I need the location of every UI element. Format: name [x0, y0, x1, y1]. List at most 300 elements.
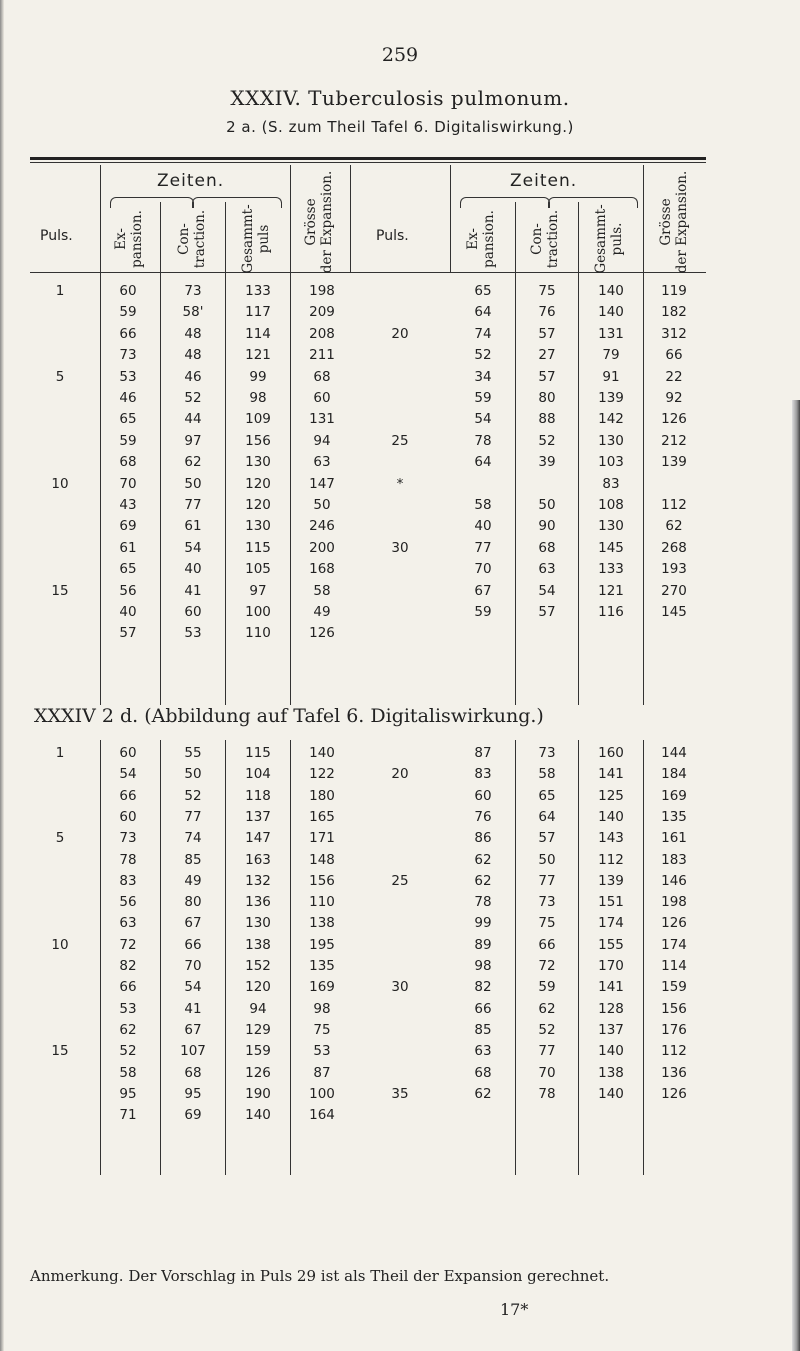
cell-contraction: 49 — [184, 872, 202, 889]
cell-contraction2: 39 — [538, 454, 556, 471]
cell-groesse: 209 — [309, 304, 335, 321]
cell-expansion: 57 — [119, 625, 137, 642]
cell-contraction: 61 — [184, 518, 202, 535]
cell-puls2: 30 — [391, 979, 409, 996]
cell-expansion2: 78 — [474, 894, 492, 911]
cell-contraction2: 58 — [538, 766, 556, 783]
cell-gesammt: 115 — [245, 745, 271, 761]
cell-gesammt2: 160 — [598, 745, 624, 761]
cell-groesse: 180 — [309, 787, 335, 804]
cell-groesse: 208 — [309, 325, 335, 342]
cell-contraction2: 50 — [538, 851, 556, 868]
cell-contraction: 67 — [184, 1021, 202, 1038]
table-row — [0, 369, 800, 391]
cell-groesse2: 119 — [661, 283, 687, 299]
cell-expansion: 53 — [119, 368, 137, 385]
cell-groesse2: 135 — [661, 808, 687, 825]
cell-expansion: 68 — [119, 454, 137, 471]
cell-expansion: 52 — [119, 1043, 137, 1060]
cell-contraction: 77 — [184, 497, 202, 513]
cell-expansion: 69 — [119, 518, 137, 535]
cell-contraction2: 78 — [538, 1085, 556, 1102]
cell-contraction2: 62 — [538, 1000, 556, 1017]
header-zeiten-right: Zeiten. — [510, 171, 578, 191]
table-row — [0, 518, 800, 540]
cell-groesse: 53 — [313, 1043, 331, 1060]
cell-gesammt: 120 — [245, 497, 271, 513]
cell-contraction2: 77 — [538, 1043, 556, 1060]
cell-groesse2: 212 — [661, 432, 687, 449]
cell-groesse: 148 — [309, 851, 335, 868]
cell-expansion: 61 — [119, 539, 137, 556]
cell-contraction: 68 — [184, 1064, 202, 1081]
cell-gesammt2: 79 — [602, 347, 620, 364]
cell-gesammt: 109 — [245, 411, 271, 428]
cell-contraction2: 88 — [538, 411, 556, 428]
cell-groesse: 87 — [313, 1064, 331, 1081]
signature-mark: 17* — [500, 1300, 529, 1319]
cell-gesammt: 156 — [245, 432, 271, 449]
cell-expansion2: 77 — [474, 539, 492, 556]
cell-puls2: 30 — [391, 539, 409, 556]
table-row — [0, 561, 800, 583]
cell-puls2: 20 — [391, 766, 409, 783]
table-row — [0, 745, 800, 767]
page-title: XXXIV. Tuberculosis pulmonum. — [230, 86, 570, 110]
header-expansion-left: Ex- pansion. — [113, 210, 145, 268]
cell-gesammt2: 121 — [598, 582, 624, 599]
cell-puls2: 35 — [391, 1085, 409, 1102]
table-row — [0, 583, 800, 605]
cell-contraction: 62 — [184, 454, 202, 471]
cell-gesammt: 100 — [245, 604, 271, 620]
cell-expansion: 56 — [119, 894, 137, 911]
cell-expansion: 56 — [119, 582, 137, 599]
page-edge-shadow — [0, 0, 4, 1351]
cell-gesammt: 94 — [249, 1000, 267, 1017]
cell-groesse: 147 — [309, 475, 335, 492]
table-row — [0, 347, 800, 369]
table-row — [0, 1001, 800, 1023]
cell-expansion: 78 — [119, 851, 137, 868]
cell-expansion: 73 — [119, 347, 137, 364]
cell-groesse2: 126 — [661, 915, 687, 932]
header-groesse-right: Grösse der Expansion. — [658, 170, 690, 274]
cell-contraction: 48 — [184, 325, 202, 342]
header-groesse-left: Grösse der Expansion. — [303, 170, 335, 274]
cell-gesammt: 130 — [245, 915, 271, 932]
header-gesammt-left: Gesammt- puls — [240, 204, 272, 274]
cell-groesse: 68 — [313, 368, 331, 385]
cell-groesse2: 22 — [665, 368, 683, 385]
table-row — [0, 1086, 800, 1108]
cell-groesse: 131 — [309, 411, 335, 428]
cell-contraction2: 66 — [538, 936, 556, 953]
cell-gesammt2: 140 — [598, 808, 624, 825]
cell-gesammt2: 170 — [598, 958, 624, 974]
cell-groesse: 98 — [313, 1000, 331, 1017]
table-row — [0, 979, 800, 1001]
header-divider — [100, 165, 101, 272]
cell-contraction: 69 — [184, 1107, 202, 1124]
cell-contraction: 95 — [184, 1085, 202, 1102]
cell-gesammt2: 131 — [598, 325, 624, 342]
cell-contraction: 67 — [184, 915, 202, 932]
cell-puls2: 20 — [391, 325, 409, 342]
cell-expansion: 73 — [119, 830, 137, 847]
cell-expansion2: 85 — [474, 1021, 492, 1038]
cell-gesammt2: 138 — [598, 1064, 624, 1081]
cell-gesammt: 190 — [245, 1085, 271, 1102]
cell-groesse2: 145 — [661, 604, 687, 620]
cell-contraction2: 90 — [538, 518, 556, 535]
cell-expansion2: 68 — [474, 1064, 492, 1081]
header-puls-left: Puls. — [40, 228, 73, 244]
cell-groesse: 169 — [309, 979, 335, 996]
header-zeiten-left: Zeiten. — [157, 171, 225, 191]
header-puls-right: Puls. — [376, 228, 409, 244]
header-contraction-left: Con- traction. — [176, 209, 208, 269]
cell-contraction2: 54 — [538, 582, 556, 599]
cell-groesse2: 176 — [661, 1021, 687, 1038]
cell-gesammt: 104 — [245, 766, 271, 783]
cell-expansion2: 59 — [474, 604, 492, 620]
table-row — [0, 326, 800, 348]
cell-groesse2: 136 — [661, 1064, 687, 1081]
table-row — [0, 1043, 800, 1065]
cell-groesse: 49 — [313, 604, 331, 620]
cell-puls2: 25 — [391, 872, 409, 889]
cell-gesammt: 159 — [245, 1043, 271, 1060]
cell-contraction2: 68 — [538, 539, 556, 556]
cell-groesse: 138 — [309, 915, 335, 932]
cell-expansion2: 62 — [474, 851, 492, 868]
cell-contraction: 52 — [184, 787, 202, 804]
cell-gesammt: 163 — [245, 851, 271, 868]
cell-gesammt2: 91 — [602, 368, 620, 385]
cell-contraction: 73 — [184, 283, 202, 299]
cell-expansion: 60 — [119, 808, 137, 825]
cell-groesse2: 92 — [665, 390, 683, 406]
table-row — [0, 625, 800, 647]
cell-groesse: 164 — [309, 1107, 335, 1124]
cell-contraction2: 52 — [538, 1021, 556, 1038]
cell-expansion2: 34 — [474, 368, 492, 385]
cell-expansion: 82 — [119, 958, 137, 974]
cell-groesse2: 268 — [661, 539, 687, 556]
cell-gesammt: 147 — [245, 830, 271, 847]
cell-expansion2: 59 — [474, 390, 492, 406]
cell-groesse: 156 — [309, 872, 335, 889]
cell-expansion: 58 — [119, 1064, 137, 1081]
cell-gesammt2: 140 — [598, 1043, 624, 1060]
cell-contraction: 107 — [180, 1043, 206, 1060]
cell-gesammt2: 155 — [598, 936, 624, 953]
cell-groesse2: 112 — [661, 497, 687, 513]
cell-groesse: 94 — [313, 432, 331, 449]
cell-gesammt2: 108 — [598, 497, 624, 513]
cell-expansion: 72 — [119, 936, 137, 953]
cell-gesammt2: 141 — [598, 979, 624, 996]
cell-contraction2: 57 — [538, 368, 556, 385]
table-row — [0, 390, 800, 412]
cell-gesammt2: 130 — [598, 432, 624, 449]
cell-expansion: 71 — [119, 1107, 137, 1124]
cell-contraction: 85 — [184, 851, 202, 868]
cell-expansion2: 66 — [474, 1000, 492, 1017]
cell-gesammt: 126 — [245, 1064, 271, 1081]
cell-groesse: 200 — [309, 539, 335, 556]
cell-expansion: 40 — [119, 604, 137, 620]
cell-puls: 5 — [55, 830, 65, 847]
cell-gesammt2: 130 — [598, 518, 624, 535]
cell-gesammt2: 128 — [598, 1000, 624, 1017]
cell-gesammt2: 141 — [598, 766, 624, 783]
cell-gesammt: 105 — [245, 561, 271, 578]
table-row — [0, 809, 800, 831]
table-top-rule-thin — [30, 162, 706, 163]
cell-puls: 15 — [51, 582, 69, 599]
cell-contraction: 97 — [184, 432, 202, 449]
cell-groesse2: 144 — [661, 745, 687, 761]
cell-gesammt: 130 — [245, 454, 271, 471]
cell-contraction: 50 — [184, 766, 202, 783]
cell-groesse2: 112 — [661, 1043, 687, 1060]
cell-groesse2: 198 — [661, 894, 687, 911]
header-divider — [515, 202, 516, 272]
cell-puls: 5 — [55, 368, 65, 385]
cell-gesammt: 110 — [245, 625, 271, 642]
cell-groesse: 58 — [313, 582, 331, 599]
cell-expansion2: 64 — [474, 454, 492, 471]
cell-groesse2: 114 — [661, 958, 687, 974]
cell-puls2: 25 — [391, 432, 409, 449]
table-row — [0, 433, 800, 455]
cell-gesammt: 136 — [245, 894, 271, 911]
cell-gesammt: 138 — [245, 936, 271, 953]
cell-contraction: 60 — [184, 604, 202, 620]
table-row — [0, 454, 800, 476]
cell-gesammt2: 140 — [598, 1085, 624, 1102]
cell-puls: 1 — [55, 745, 65, 761]
cell-groesse2: 193 — [661, 561, 687, 578]
cell-contraction: 55 — [184, 745, 202, 761]
cell-contraction2: 76 — [538, 304, 556, 321]
cell-gesammt2: 139 — [598, 390, 624, 406]
cell-groesse2: 174 — [661, 936, 687, 953]
cell-expansion: 66 — [119, 325, 137, 342]
header-divider — [450, 165, 451, 272]
cell-contraction2: 52 — [538, 432, 556, 449]
table-row — [0, 894, 800, 916]
cell-contraction: 80 — [184, 894, 202, 911]
cell-groesse: 211 — [309, 347, 335, 364]
cell-expansion2: 70 — [474, 561, 492, 578]
cell-contraction: 48 — [184, 347, 202, 364]
cell-groesse: 198 — [309, 283, 335, 299]
cell-contraction: 77 — [184, 808, 202, 825]
cell-groesse: 126 — [309, 625, 335, 642]
table-row — [0, 283, 800, 305]
cell-groesse2: 126 — [661, 411, 687, 428]
cell-gesammt: 115 — [245, 539, 271, 556]
cell-groesse: 195 — [309, 936, 335, 953]
cell-contraction: 52 — [184, 390, 202, 406]
header-divider — [643, 165, 644, 272]
cell-contraction: 70 — [184, 958, 202, 974]
cell-gesammt2: 103 — [598, 454, 624, 471]
cell-groesse: 50 — [313, 497, 331, 513]
footnote: Anmerkung. Der Vorschlag in Puls 29 ist als Theil der Expansion gerechnet. — [30, 1267, 610, 1285]
cell-contraction2: 70 — [538, 1064, 556, 1081]
cell-contraction2: 65 — [538, 787, 556, 804]
cell-groesse: 171 — [309, 830, 335, 847]
cell-expansion2: 64 — [474, 304, 492, 321]
cell-expansion: 53 — [119, 1000, 137, 1017]
cell-expansion: 46 — [119, 390, 137, 406]
cell-expansion: 62 — [119, 1021, 137, 1038]
cell-groesse2: 169 — [661, 787, 687, 804]
header-divider — [225, 202, 226, 272]
cell-expansion: 54 — [119, 766, 137, 783]
cell-gesammt: 97 — [249, 582, 267, 599]
cell-expansion2: 87 — [474, 745, 492, 761]
cell-contraction2: 80 — [538, 390, 556, 406]
cell-groesse2: 159 — [661, 979, 687, 996]
cell-expansion: 95 — [119, 1085, 137, 1102]
cell-expansion2: 60 — [474, 787, 492, 804]
cell-groesse: 75 — [313, 1021, 331, 1038]
cell-expansion: 70 — [119, 475, 137, 492]
cell-groesse: 135 — [309, 958, 335, 974]
cell-expansion2: 62 — [474, 1085, 492, 1102]
table-row — [0, 304, 800, 326]
cell-contraction2: 27 — [538, 347, 556, 364]
table-row — [0, 604, 800, 626]
table-row — [0, 1022, 800, 1044]
table-row — [0, 788, 800, 810]
table-row — [0, 540, 800, 562]
cell-expansion2: 86 — [474, 830, 492, 847]
section-2d-title: XXXIV 2 d. (Abbildung auf Tafel 6. Digitaliswirkung.) — [34, 705, 544, 727]
cell-expansion: 60 — [119, 745, 137, 761]
table-row — [0, 497, 800, 519]
cell-gesammt: 114 — [245, 325, 271, 342]
cell-contraction2: 75 — [538, 915, 556, 932]
cell-contraction2: 73 — [538, 745, 556, 761]
cell-gesammt: 98 — [249, 390, 267, 406]
table-top-rule — [30, 157, 706, 160]
cell-gesammt2: 139 — [598, 872, 624, 889]
table-row — [0, 1065, 800, 1087]
cell-groesse: 140 — [309, 745, 335, 761]
cell-groesse: 60 — [313, 390, 331, 406]
table-row — [0, 766, 800, 788]
cell-expansion2: 82 — [474, 979, 492, 996]
cell-groesse: 246 — [309, 518, 335, 535]
cell-groesse2: 66 — [665, 347, 683, 364]
header-divider — [350, 165, 351, 272]
header-divider — [578, 202, 579, 272]
cell-contraction2: 57 — [538, 325, 556, 342]
cell-contraction2: 57 — [538, 830, 556, 847]
cell-expansion2: 67 — [474, 582, 492, 599]
cell-gesammt2: 142 — [598, 411, 624, 428]
cell-expansion2: 83 — [474, 766, 492, 783]
cell-expansion: 66 — [119, 979, 137, 996]
cell-groesse: 122 — [309, 766, 335, 783]
cell-expansion2: 58 — [474, 497, 492, 513]
table-row — [0, 873, 800, 895]
cell-gesammt2: 143 — [598, 830, 624, 847]
cell-groesse: 100 — [309, 1085, 335, 1102]
cell-gesammt2: 137 — [598, 1021, 624, 1038]
cell-gesammt2: 140 — [598, 283, 624, 299]
cell-groesse: 63 — [313, 454, 331, 471]
table-row — [0, 411, 800, 433]
table-subtitle: 2 a. (S. zum Theil Tafel 6. Digitaliswirkung.) — [226, 118, 574, 136]
table-row — [0, 1107, 800, 1129]
cell-contraction: 40 — [184, 561, 202, 578]
cell-gesammt: 129 — [245, 1021, 271, 1038]
cell-groesse2: 156 — [661, 1000, 687, 1017]
cell-expansion: 63 — [119, 915, 137, 932]
cell-gesammt2: 112 — [598, 851, 624, 868]
cell-expansion2: 78 — [474, 432, 492, 449]
table-row — [0, 915, 800, 937]
cell-expansion: 59 — [119, 304, 137, 321]
cell-gesammt2: 145 — [598, 539, 624, 556]
table-row — [0, 937, 800, 959]
cell-expansion2: 63 — [474, 1043, 492, 1060]
cell-expansion: 65 — [119, 411, 137, 428]
page-number: 259 — [381, 44, 419, 66]
cell-gesammt: 137 — [245, 808, 271, 825]
cell-expansion: 83 — [119, 872, 137, 889]
cell-gesammt2: 125 — [598, 787, 624, 804]
cell-contraction: 53 — [184, 625, 202, 642]
cell-puls: 15 — [51, 1043, 69, 1060]
cell-expansion2: 89 — [474, 936, 492, 953]
cell-gesammt: 99 — [249, 368, 267, 385]
cell-contraction: 46 — [184, 368, 202, 385]
cell-gesammt: 118 — [245, 787, 271, 804]
cell-groesse2: 270 — [661, 582, 687, 599]
cell-contraction2: 63 — [538, 561, 556, 578]
cell-gesammt: 121 — [245, 347, 271, 364]
cell-puls2: * — [396, 475, 404, 492]
cell-expansion2: 54 — [474, 411, 492, 428]
header-gesammt-right: Gesammt- puls. — [593, 204, 625, 274]
cell-contraction2: 77 — [538, 872, 556, 889]
cell-groesse2: 146 — [661, 872, 687, 889]
cell-contraction: 54 — [184, 539, 202, 556]
cell-groesse: 165 — [309, 808, 335, 825]
cell-gesammt2: 174 — [598, 915, 624, 932]
cell-contraction2: 64 — [538, 808, 556, 825]
table-row — [0, 476, 800, 498]
table-row — [0, 830, 800, 852]
cell-gesammt: 120 — [245, 979, 271, 996]
cell-puls: 10 — [51, 936, 69, 953]
cell-expansion: 43 — [119, 497, 137, 513]
header-divider — [160, 202, 161, 272]
cell-groesse2: 312 — [661, 325, 687, 342]
table-row — [0, 852, 800, 874]
cell-expansion: 65 — [119, 561, 137, 578]
header-divider — [290, 165, 291, 272]
cell-contraction: 58' — [182, 304, 204, 321]
